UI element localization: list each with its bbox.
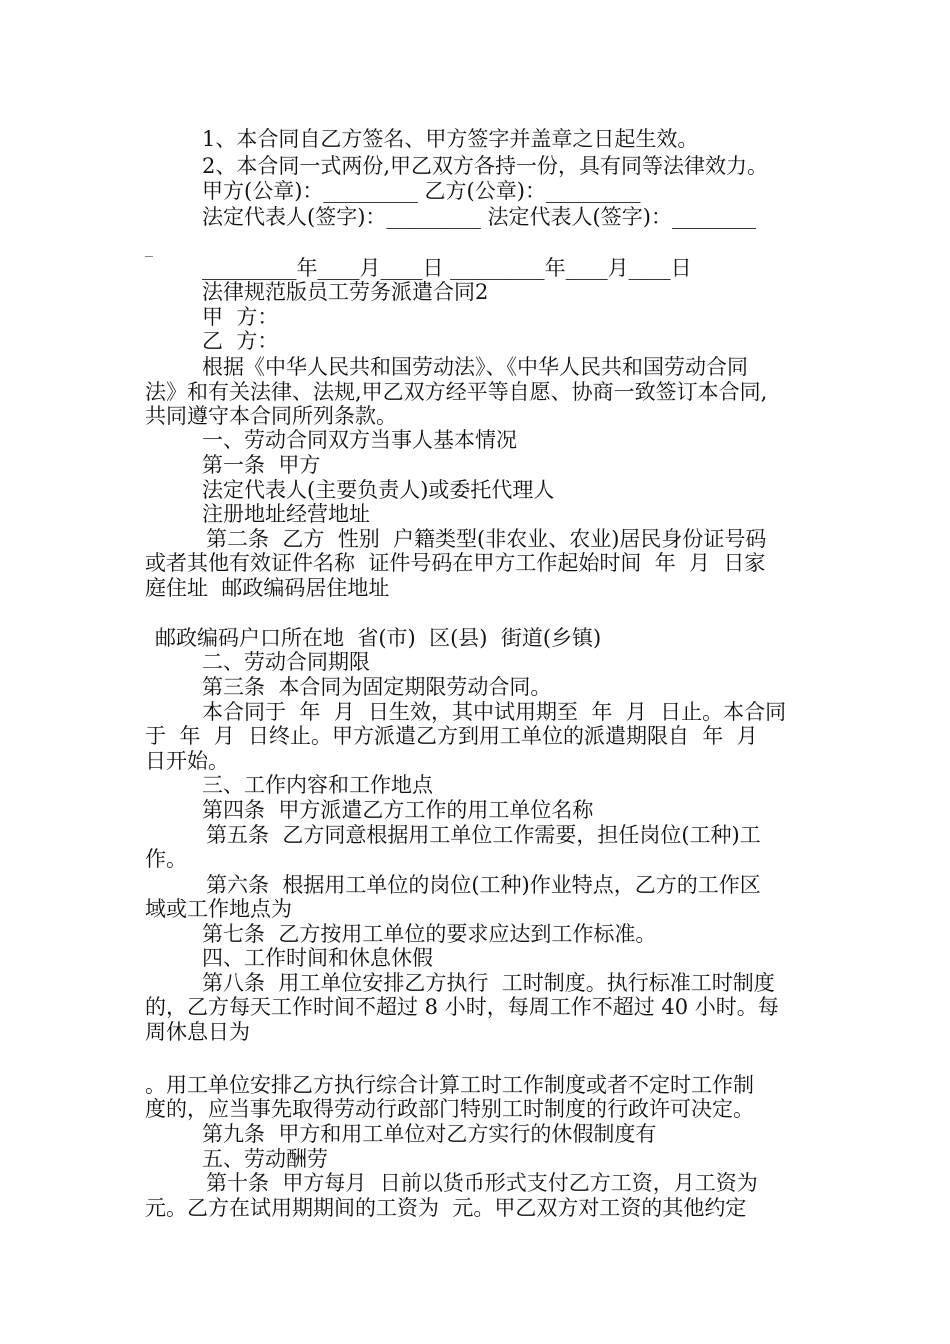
- signature-line-seal: 甲方(公章)：_________ 乙方(公章)：_________: [202, 179, 641, 203]
- text-line: 的，乙方每天工作时间不超过 8 小时，每周工作不超过 40 小时。每: [145, 995, 779, 1019]
- article-line: 第二条 乙方 性别 户籍类型(非农业、农业)居民身份证号码: [206, 527, 767, 551]
- text-line: 共同遵守本合同所列条款。: [145, 404, 397, 428]
- document-title: 法律规范版员工劳务派遣合同2: [202, 280, 489, 304]
- article-line: 第六条 根据用工单位的岗位(工种)作业特点，乙方的工作区: [206, 873, 761, 897]
- article-line: 第一条 甲方: [202, 453, 321, 477]
- text-line: 1、本合同自乙方签名、甲方签字并盖章之日起生效。: [202, 127, 699, 151]
- section-heading: 五、劳动酬劳: [202, 1147, 328, 1171]
- text-line: 根据《中华人民共和国劳动法》、《中华人民共和国劳动合同: [202, 355, 748, 379]
- section-heading: 一、劳动合同双方当事人基本情况: [202, 428, 517, 452]
- text-line: 度的，应当事先取得劳动行政部门特别工时制度的行政许可决定。: [145, 1097, 754, 1121]
- article-line: 第四条 甲方派遣乙方工作的用工单位名称: [202, 798, 594, 822]
- article-line: 第十条 甲方每月 日前以货币形式支付乙方工资，月工资为: [206, 1171, 758, 1195]
- text-line: 庭住址 邮政编码居住地址: [145, 576, 390, 600]
- text-line: 或者其他有效证件名称 证件号码在甲方工作起始时间 年 月 日家: [145, 551, 766, 575]
- text-line: 2、本合同一式两份,甲乙双方各持一份，具有同等法律效力。: [202, 154, 769, 178]
- text-line: 本合同于 年 月 日生效，其中试用期至 年 月 日止。本合同: [202, 700, 787, 724]
- date-line: _________年____月____日 _________年____月____日: [202, 256, 692, 280]
- text-line: 于 年 月 日终止。甲方派遣乙方到用工单位的派遣期限自 年 月: [145, 724, 758, 748]
- article-line: 第三条 本合同为固定期限劳动合同。: [202, 675, 552, 699]
- signature-line-representative: 法定代表人(签字)：_________ 法定代表人(签字)：________: [202, 205, 756, 229]
- section-heading: 二、劳动合同期限: [202, 650, 370, 674]
- text-line: 日开始。: [145, 749, 229, 773]
- text-line: 元。乙方在试用期期间的工资为 元。甲乙双方对工资的其他约定: [145, 1196, 747, 1220]
- article-line: 第五条 乙方同意根据用工单位工作需要，担任岗位(工种)工: [206, 823, 761, 847]
- text-line: 法》和有关法律、法规,甲乙双方经平等自愿、协商一致签订本合同,: [145, 380, 768, 404]
- article-line: 第八条 用工单位安排乙方执行 工时制度。执行标准工时制度: [202, 971, 775, 995]
- text-line: 周休息日为: [145, 1020, 250, 1044]
- text-line: 作。: [145, 847, 187, 871]
- party-b-label: 乙 方：: [202, 329, 279, 353]
- section-heading: 三、工作内容和工作地点: [202, 773, 433, 797]
- text-line: 域或工作地点为: [145, 897, 292, 921]
- text-line: 注册地址经营地址: [202, 502, 370, 526]
- party-a-label: 甲 方：: [202, 305, 279, 329]
- article-line: 第七条 乙方按用工单位的要求应达到工作标准。: [202, 922, 657, 946]
- text-line: 。用工单位安排乙方执行综合计算工时工作制度或者不定时工作制: [145, 1073, 754, 1097]
- text-line: 邮政编码户口所在地 省(市) 区(县) 街道(乡镇): [155, 626, 602, 650]
- article-line: 第九条 甲方和用工单位对乙方实行的休假制度有: [202, 1122, 657, 1146]
- text-line: 法定代表人(主要负责人)或委托代理人: [202, 478, 555, 502]
- section-heading: 四、工作时间和休息休假: [202, 946, 433, 970]
- stray-underscore: _: [145, 238, 153, 257]
